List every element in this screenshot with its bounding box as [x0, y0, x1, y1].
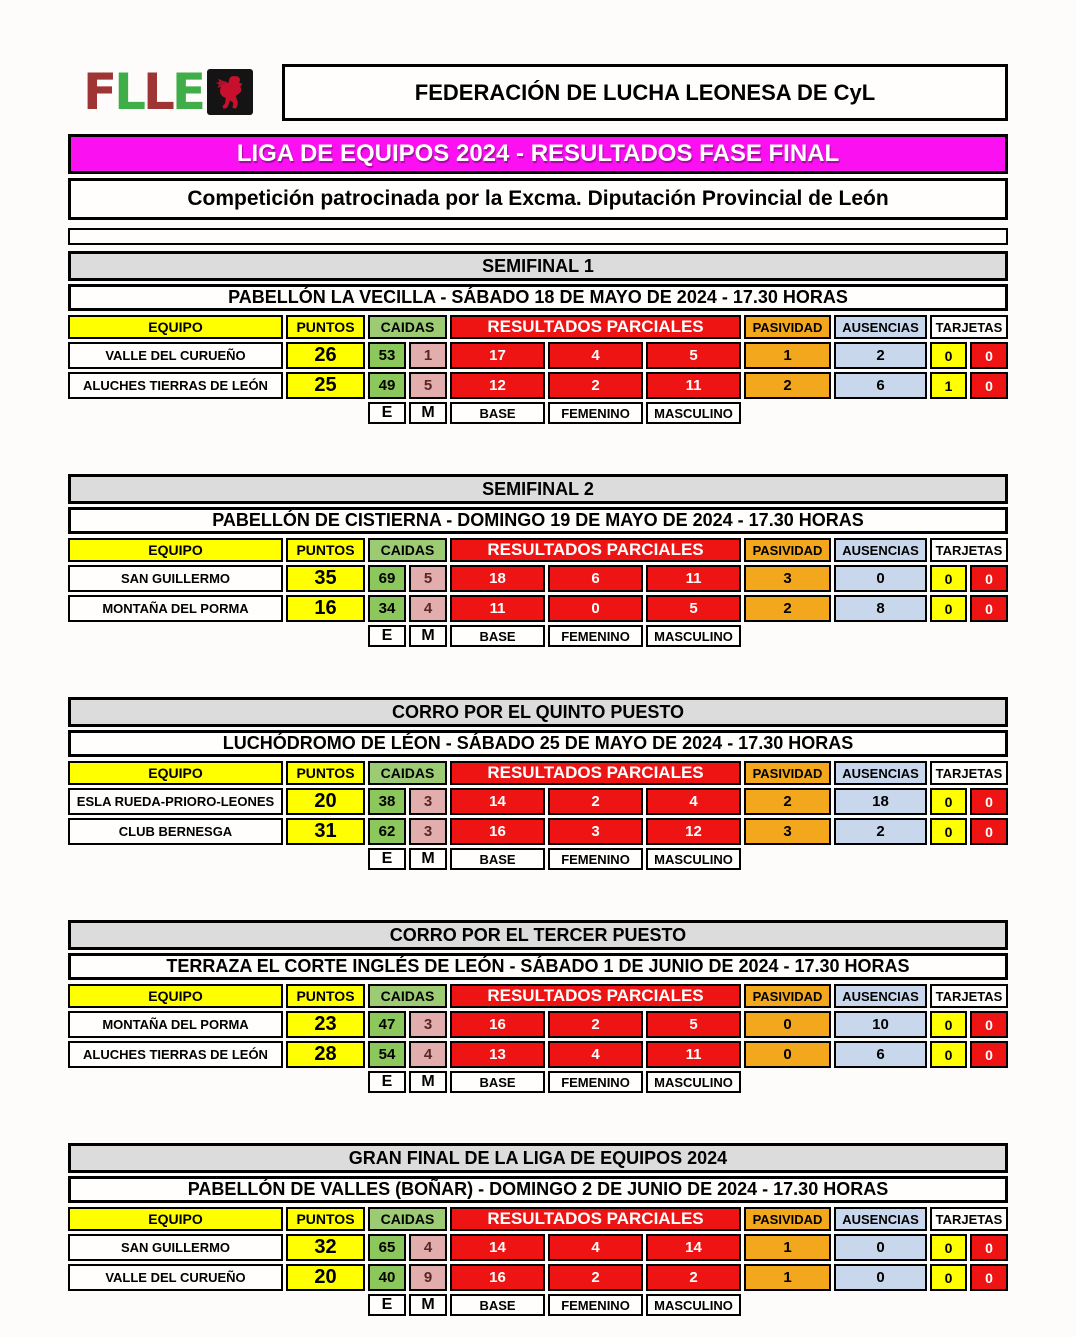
results-table [68, 1207, 1008, 1316]
col-header-pasividad: PASIVIDAD [744, 315, 831, 339]
match-section [68, 1143, 1008, 1316]
pasividad-value: 1 [744, 1264, 831, 1291]
legend-femenino: FEMENINO [548, 1294, 643, 1316]
parcial-femenino: 2 [548, 1011, 643, 1038]
puntos-value: 31 [286, 818, 365, 845]
page-header [68, 64, 1008, 126]
parcial-femenino: 3 [548, 818, 643, 845]
caidas-m-value: 4 [409, 595, 447, 622]
team-name: CLUB BERNESGA [68, 818, 283, 845]
caidas-e-value: 47 [368, 1011, 406, 1038]
col-header-puntos: PUNTOS [286, 315, 365, 339]
section-title: GRAN FINAL DE LA LIGA DE EQUIPOS 2024 [68, 1143, 1008, 1173]
parcial-masculino: 2 [646, 1264, 741, 1291]
parcial-femenino: 4 [548, 342, 643, 369]
pasividad-value: 2 [744, 372, 831, 399]
legend-e: E [368, 1071, 406, 1093]
caidas-e-value: 38 [368, 788, 406, 815]
tarjetas-amarillas: 0 [930, 342, 967, 369]
tarjetas-amarillas: 0 [930, 818, 967, 845]
tarjetas-amarillas: 0 [930, 1234, 967, 1261]
ausencias-value: 8 [834, 595, 927, 622]
spacer-band [68, 228, 1008, 245]
col-header-tarjetas: TARJETAS [930, 538, 1008, 562]
tarjetas-amarillas: 0 [930, 1011, 967, 1038]
legend-masculino: MASCULINO [646, 625, 741, 647]
col-header-ausencias: AUSENCIAS [834, 1207, 927, 1231]
section-title: SEMIFINAL 2 [68, 474, 1008, 504]
ausencias-value: 18 [834, 788, 927, 815]
caidas-e-value: 62 [368, 818, 406, 845]
section-venue: TERRAZA EL CORTE INGLÉS DE LEÓN - SÁBADO 1 DE JUNIO DE 2024 - 17.30 HORAS [68, 953, 1008, 980]
caidas-e-value: 69 [368, 565, 406, 592]
ausencias-value: 0 [834, 1234, 927, 1261]
match-section [68, 251, 1008, 424]
legend-e: E [368, 1294, 406, 1316]
puntos-value: 28 [286, 1041, 365, 1068]
col-header-equipo: EQUIPO [68, 984, 283, 1008]
ausencias-value: 6 [834, 372, 927, 399]
col-header-caidas: CAIDAS [368, 984, 447, 1008]
col-header-parciales: RESULTADOS PARCIALES [450, 984, 741, 1008]
legend-m: M [409, 625, 447, 647]
legend-m: M [409, 402, 447, 424]
col-header-puntos: PUNTOS [286, 1207, 365, 1231]
col-header-puntos: PUNTOS [286, 761, 365, 785]
legend-m: M [409, 848, 447, 870]
legend-masculino: MASCULINO [646, 402, 741, 424]
parcial-masculino: 12 [646, 818, 741, 845]
logo-letter: L [114, 63, 142, 121]
ausencias-value: 2 [834, 342, 927, 369]
league-banner: LIGA DE EQUIPOS 2024 - RESULTADOS FASE FINAL [68, 134, 1008, 174]
col-header-parciales: RESULTADOS PARCIALES [450, 1207, 741, 1231]
puntos-value: 23 [286, 1011, 365, 1038]
section-venue: PABELLÓN DE VALLES (BOÑAR) - DOMINGO 2 DE JUNIO DE 2024 - 17.30 HORAS [68, 1176, 1008, 1203]
ausencias-value: 10 [834, 1011, 927, 1038]
tarjetas-amarillas: 0 [930, 1041, 967, 1068]
ausencias-value: 6 [834, 1041, 927, 1068]
col-header-equipo: EQUIPO [68, 761, 283, 785]
col-header-ausencias: AUSENCIAS [834, 761, 927, 785]
caidas-m-value: 3 [409, 818, 447, 845]
col-header-caidas: CAIDAS [368, 761, 447, 785]
results-sections [68, 251, 1008, 1316]
parcial-base: 14 [450, 788, 545, 815]
caidas-m-value: 1 [409, 342, 447, 369]
tarjetas-rojas: 0 [970, 342, 1008, 369]
tarjetas-rojas: 0 [970, 1264, 1008, 1291]
tarjetas-rojas: 0 [970, 1234, 1008, 1261]
parcial-femenino: 2 [548, 788, 643, 815]
caidas-e-value: 53 [368, 342, 406, 369]
parcial-masculino: 4 [646, 788, 741, 815]
col-header-pasividad: PASIVIDAD [744, 538, 831, 562]
pasividad-value: 2 [744, 595, 831, 622]
legend-femenino: FEMENINO [548, 1071, 643, 1093]
col-header-caidas: CAIDAS [368, 538, 447, 562]
legend-femenino: FEMENINO [548, 402, 643, 424]
col-header-caidas: CAIDAS [368, 1207, 447, 1231]
ausencias-value: 0 [834, 565, 927, 592]
section-venue: PABELLÓN LA VECILLA - SÁBADO 18 DE MAYO DE 2024 - 17.30 HORAS [68, 284, 1008, 311]
tarjetas-rojas: 0 [970, 372, 1008, 399]
col-header-equipo: EQUIPO [68, 315, 283, 339]
parcial-femenino: 2 [548, 372, 643, 399]
tarjetas-rojas: 0 [970, 595, 1008, 622]
col-header-ausencias: AUSENCIAS [834, 984, 927, 1008]
caidas-m-value: 4 [409, 1041, 447, 1068]
tarjetas-rojas: 0 [970, 565, 1008, 592]
caidas-m-value: 5 [409, 565, 447, 592]
caidas-m-value: 4 [409, 1234, 447, 1261]
puntos-value: 25 [286, 372, 365, 399]
col-header-parciales: RESULTADOS PARCIALES [450, 315, 741, 339]
federation-logo [68, 63, 268, 121]
parcial-masculino: 14 [646, 1234, 741, 1261]
team-name: VALLE DEL CURUEÑO [68, 342, 283, 369]
match-section [68, 474, 1008, 647]
caidas-m-value: 3 [409, 1011, 447, 1038]
parcial-base: 16 [450, 1264, 545, 1291]
legend-e: E [368, 848, 406, 870]
col-header-tarjetas: TARJETAS [930, 761, 1008, 785]
caidas-e-value: 40 [368, 1264, 406, 1291]
parcial-masculino: 5 [646, 1011, 741, 1038]
puntos-value: 26 [286, 342, 365, 369]
tarjetas-amarillas: 0 [930, 595, 967, 622]
team-name: MONTAÑA DEL PORMA [68, 595, 283, 622]
parcial-base: 13 [450, 1041, 545, 1068]
logo-letter: L [143, 63, 171, 121]
pasividad-value: 1 [744, 342, 831, 369]
col-header-puntos: PUNTOS [286, 984, 365, 1008]
team-name: MONTAÑA DEL PORMA [68, 1011, 283, 1038]
col-header-tarjetas: TARJETAS [930, 315, 1008, 339]
team-name: VALLE DEL CURUEÑO [68, 1264, 283, 1291]
legend-masculino: MASCULINO [646, 1071, 741, 1093]
caidas-e-value: 65 [368, 1234, 406, 1261]
parcial-base: 17 [450, 342, 545, 369]
tarjetas-amarillas: 1 [930, 372, 967, 399]
caidas-m-value: 9 [409, 1264, 447, 1291]
logo-letter: E [171, 63, 203, 121]
col-header-ausencias: AUSENCIAS [834, 315, 927, 339]
parcial-base: 16 [450, 1011, 545, 1038]
puntos-value: 35 [286, 565, 365, 592]
pasividad-value: 3 [744, 818, 831, 845]
team-name: ALUCHES TIERRAS DE LEÓN [68, 1041, 283, 1068]
puntos-value: 32 [286, 1234, 365, 1261]
caidas-e-value: 54 [368, 1041, 406, 1068]
pasividad-value: 3 [744, 565, 831, 592]
sponsor-line: Competición patrocinada por la Excma. Diputación Provincial de León [68, 178, 1008, 220]
puntos-value: 20 [286, 1264, 365, 1291]
tarjetas-amarillas: 0 [930, 788, 967, 815]
col-header-parciales: RESULTADOS PARCIALES [450, 761, 741, 785]
col-header-pasividad: PASIVIDAD [744, 761, 831, 785]
results-table [68, 761, 1008, 870]
parcial-femenino: 0 [548, 595, 643, 622]
parcial-base: 11 [450, 595, 545, 622]
legend-base: BASE [450, 402, 545, 424]
section-title: CORRO POR EL QUINTO PUESTO [68, 697, 1008, 727]
col-header-tarjetas: TARJETAS [930, 1207, 1008, 1231]
legend-femenino: FEMENINO [548, 625, 643, 647]
parcial-femenino: 6 [548, 565, 643, 592]
parcial-base: 14 [450, 1234, 545, 1261]
pasividad-value: 0 [744, 1041, 831, 1068]
logo-letter: F [82, 63, 114, 121]
col-header-pasividad: PASIVIDAD [744, 1207, 831, 1231]
section-title: SEMIFINAL 1 [68, 251, 1008, 281]
tarjetas-rojas: 0 [970, 788, 1008, 815]
tarjetas-rojas: 0 [970, 1011, 1008, 1038]
legend-m: M [409, 1294, 447, 1316]
col-header-caidas: CAIDAS [368, 315, 447, 339]
caidas-e-value: 34 [368, 595, 406, 622]
tarjetas-rojas: 0 [970, 818, 1008, 845]
tarjetas-amarillas: 0 [930, 565, 967, 592]
parcial-femenino: 4 [548, 1234, 643, 1261]
tarjetas-rojas: 0 [970, 1041, 1008, 1068]
parcial-masculino: 11 [646, 1041, 741, 1068]
col-header-equipo: EQUIPO [68, 538, 283, 562]
pasividad-value: 2 [744, 788, 831, 815]
col-header-parciales: RESULTADOS PARCIALES [450, 538, 741, 562]
section-venue: LUCHÓDROMO DE LÉON - SÁBADO 25 DE MAYO DE 2024 - 17.30 HORAS [68, 730, 1008, 757]
match-section [68, 920, 1008, 1093]
parcial-base: 12 [450, 372, 545, 399]
col-header-pasividad: PASIVIDAD [744, 984, 831, 1008]
team-name: ALUCHES TIERRAS DE LEÓN [68, 372, 283, 399]
legend-m: M [409, 1071, 447, 1093]
results-table [68, 315, 1008, 424]
col-header-equipo: EQUIPO [68, 1207, 283, 1231]
parcial-masculino: 11 [646, 372, 741, 399]
parcial-femenino: 4 [548, 1041, 643, 1068]
parcial-masculino: 11 [646, 565, 741, 592]
caidas-m-value: 5 [409, 372, 447, 399]
section-title: CORRO POR EL TERCER PUESTO [68, 920, 1008, 950]
parcial-masculino: 5 [646, 342, 741, 369]
legend-e: E [368, 625, 406, 647]
legend-e: E [368, 402, 406, 424]
parcial-femenino: 2 [548, 1264, 643, 1291]
federation-title: FEDERACIÓN DE LUCHA LEONESA DE CyL [282, 64, 1008, 121]
legend-base: BASE [450, 625, 545, 647]
caidas-m-value: 3 [409, 788, 447, 815]
parcial-base: 18 [450, 565, 545, 592]
team-name: SAN GUILLERMO [68, 1234, 283, 1261]
tarjetas-amarillas: 0 [930, 1264, 967, 1291]
legend-masculino: MASCULINO [646, 848, 741, 870]
section-venue: PABELLÓN DE CISTIERNA - DOMINGO 19 DE MAYO DE 2024 - 17.30 HORAS [68, 507, 1008, 534]
ausencias-value: 2 [834, 818, 927, 845]
puntos-value: 16 [286, 595, 365, 622]
results-table [68, 538, 1008, 647]
match-section [68, 697, 1008, 870]
team-name: SAN GUILLERMO [68, 565, 283, 592]
legend-base: BASE [450, 1071, 545, 1093]
pasividad-value: 0 [744, 1011, 831, 1038]
legend-femenino: FEMENINO [548, 848, 643, 870]
legend-masculino: MASCULINO [646, 1294, 741, 1316]
legend-base: BASE [450, 848, 545, 870]
pasividad-value: 1 [744, 1234, 831, 1261]
puntos-value: 20 [286, 788, 365, 815]
team-name: ESLA RUEDA-PRIORO-LEONES [68, 788, 283, 815]
parcial-base: 16 [450, 818, 545, 845]
ausencias-value: 0 [834, 1264, 927, 1291]
legend-base: BASE [450, 1294, 545, 1316]
rampant-lion-icon [207, 69, 253, 115]
col-header-ausencias: AUSENCIAS [834, 538, 927, 562]
caidas-e-value: 49 [368, 372, 406, 399]
col-header-puntos: PUNTOS [286, 538, 365, 562]
results-table [68, 984, 1008, 1093]
col-header-tarjetas: TARJETAS [930, 984, 1008, 1008]
parcial-masculino: 5 [646, 595, 741, 622]
